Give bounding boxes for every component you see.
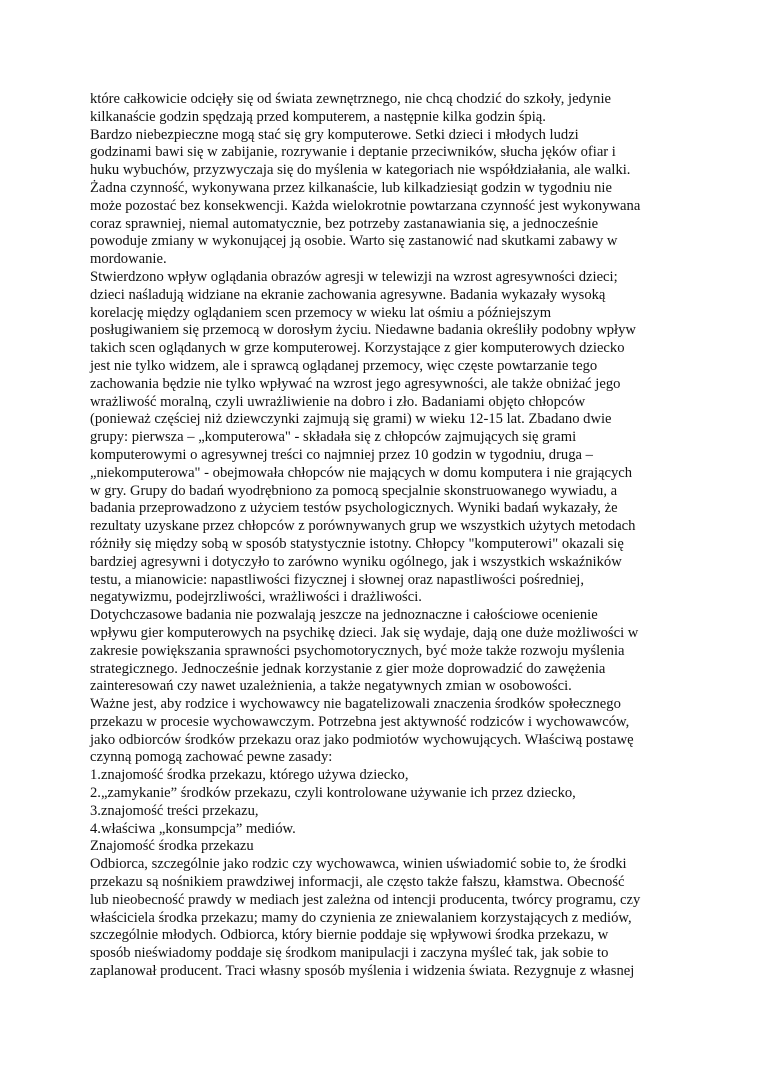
text-line: różniły się między sobą w sposób statystycznie istotny. Chłopcy "komputerowi" okazali się (90, 535, 624, 552)
text-line: Stwierdzono wpływ oglądania obrazów agresji w telewizji na wzrost agresywności dzieci; (90, 268, 618, 285)
text-line: takich scen oglądanych w grze komputerowej. Korzystające z gier komputerowych dziecko (90, 340, 625, 357)
text-line: zaplanował producent. Traci własny sposób myślenia i widzenia świata. Rezygnuje z własnej (90, 963, 635, 980)
text-line: badania przeprowadzono z użyciem testów psychologicznych. Wyniki badań wykazały, że (90, 500, 618, 517)
text-line: Żadna czynność, wykonywana przez kilkanaście, lub kilkadziesiąt godzin w tygodniu nie (90, 179, 612, 196)
text-line: powoduje zmiany w wykonującej ją osobie. Warto się zastanowić nad skutkami zabawy w (90, 233, 618, 250)
text-line: huku wybuchów, przyzwyczaja się do myślenia w kategoriach nie współdziałania, ale walki. (90, 162, 631, 179)
text-line: strategicznego. Jednocześnie jednak korzystanie z gier może doprowadzić do zawężenia (90, 660, 606, 677)
text-line: bardziej agresywni i dotyczyło to zarówno wyniku ogólnego, jak i wszystkich wskaźników (90, 553, 622, 570)
list-item-1: 1.znajomość środka przekazu, którego używa dziecko, (90, 767, 409, 784)
text-line: jako odbiorców środków przekazu oraz jako podmiotów wychowujących. Właściwą postawę (90, 731, 634, 748)
text-line: które całkowicie odcięły się od świata zewnętrznego, nie chcą chodzić do szkoły, jedynie (90, 91, 611, 107)
text-line: korelację między oglądaniem scen przemocy w wieku lat ośmiu a późniejszym (90, 304, 552, 321)
text-line: jest nie tylko widzem, ale i sprawcą oglądanej przemocy, więc częste powtarzanie tego (90, 357, 598, 374)
text-line: testu, a mianowicie: napastliwości fizycznej i słownej oraz napastliwości pośredniej, (90, 571, 585, 588)
list-item-4: 4.właściwa „konsumpcja” mediów. (90, 820, 296, 837)
text-line: rezultaty uzyskane przez chłopców z porównywanych grup we wszystkich użytych metodach (90, 518, 636, 535)
text-line: Bardzo niebezpieczne mogą stać się gry komputerowe. Setki dzieci i młodych ludzi (90, 126, 579, 143)
text-line: coraz sprawniej, niemal automatycznie, bez potrzeby zastanawiania się, a jednocześnie (90, 215, 599, 232)
text-line: sposób nieświadomy poddaje się środkom manipulacji i zaczyna myśleć tak, jak sobie to (90, 945, 609, 962)
list-item-2: 2.„zamykanie” środków przekazu, czyli kontrolowane używanie ich przez dziecko, (90, 785, 576, 802)
text-line: dzieci naśladują widziane na ekranie zachowania agresywne. Badania wykazały wysoką (90, 286, 606, 303)
text-line: grupy: pierwsza – „komputerowa" - składała się z chłopców zajmujących się grami (90, 429, 577, 446)
text-line: (ponieważ częściej niż dziewczynki zajmują się grami) w wieku 12-15 lat. Zbadano dwie (90, 411, 612, 428)
text-line: mordowanie. (90, 251, 167, 268)
text-line: zakresie powiększania sprawności psychomotorycznych, być może także rozwoju myślenia (90, 642, 625, 659)
text-line: negatywizmu, podejrzliwości, wrażliwości i drażliwości. (90, 589, 422, 606)
text-line: posługiwaniem się przemocą w dorosłym życiu. Niedawne badania określiły podobny wpływ (90, 322, 636, 339)
text-line: „niekomputerowa" - obejmowała chłopców nie mających w domu komputera i nie grających (90, 464, 633, 481)
text-line: Dotychczasowe badania nie pozwalają jeszcze na jednoznaczne i całościowe ocenienie (90, 607, 598, 624)
text-line: może pozostać bez konsekwencji. Każda wielokrotnie powtarzana czynność jest wykonywana (90, 197, 641, 214)
text-line: zainteresowań czy nawet uzależnienia, a także negatywnych zmian w osobowości. (90, 678, 572, 695)
text-line: w gry. Grupy do badań wyodrębniono za pomocą specjalnie skonstruowanego wywiadu, a (90, 482, 618, 499)
text-line: przekazu są nośnikiem prawdziwej informacji, ale często także fałszu, kłamstwa. Obecność (90, 874, 625, 891)
text-line: czynną pomogą zachować pewne zasady: (90, 749, 333, 766)
section-heading: Znajomość środka przekazu (90, 838, 254, 855)
text-line: godzinami bawi się w zabijanie, rozrywanie i deptanie przeciwników, słucha jęków ofiar i (90, 144, 616, 161)
text-line: zachowania będzie nie tylko wpływać na wzrost jego agresywności, ale także obniżać jego (90, 375, 621, 392)
text-line: Ważne jest, aby rodzice i wychowawcy nie bagatelizowali znaczenia środków społecznego (90, 696, 621, 713)
text-line: wrażliwość moralną, czyli uwrażliwienie na dobro i zło. Badaniami objęto chłopców (90, 393, 586, 410)
text-line: kilkanaście godzin spędzają przed komputerem, a następnie kilka godzin śpią. (90, 108, 546, 125)
text-line: Odbiorca, szczególnie jako rodzic czy wychowawca, winien uświadomić sobie to, że środki (90, 856, 627, 873)
text-line: komputerowymi o agresywnej treści co najmniej przez 10 godzin w tygodniu, druga – (90, 446, 593, 463)
text-line: przekazu w procesie wychowawczym. Potrzebna jest aktywność rodziców i wychowawców, (90, 713, 630, 730)
text-line: wpływu gier komputerowych na psychikę dzieci. Jak się wydaje, dają one duże możliwości w (90, 624, 639, 641)
text-line: szczególnie młodych. Odbiorca, który biernie poddaje się wpływowi środka przekazu, w (90, 927, 609, 944)
text-line: lub nieobecność prawdy w mediach jest zależna od intencji producenta, twórcy programu, czy (90, 891, 641, 908)
list-item-3: 3.znajomość treści przekazu, (90, 802, 259, 819)
document-page (90, 91, 680, 981)
text-line: właściciela środka przekazu; mamy do czynienia ze zniewalaniem korzystających z mediów, (90, 909, 632, 926)
